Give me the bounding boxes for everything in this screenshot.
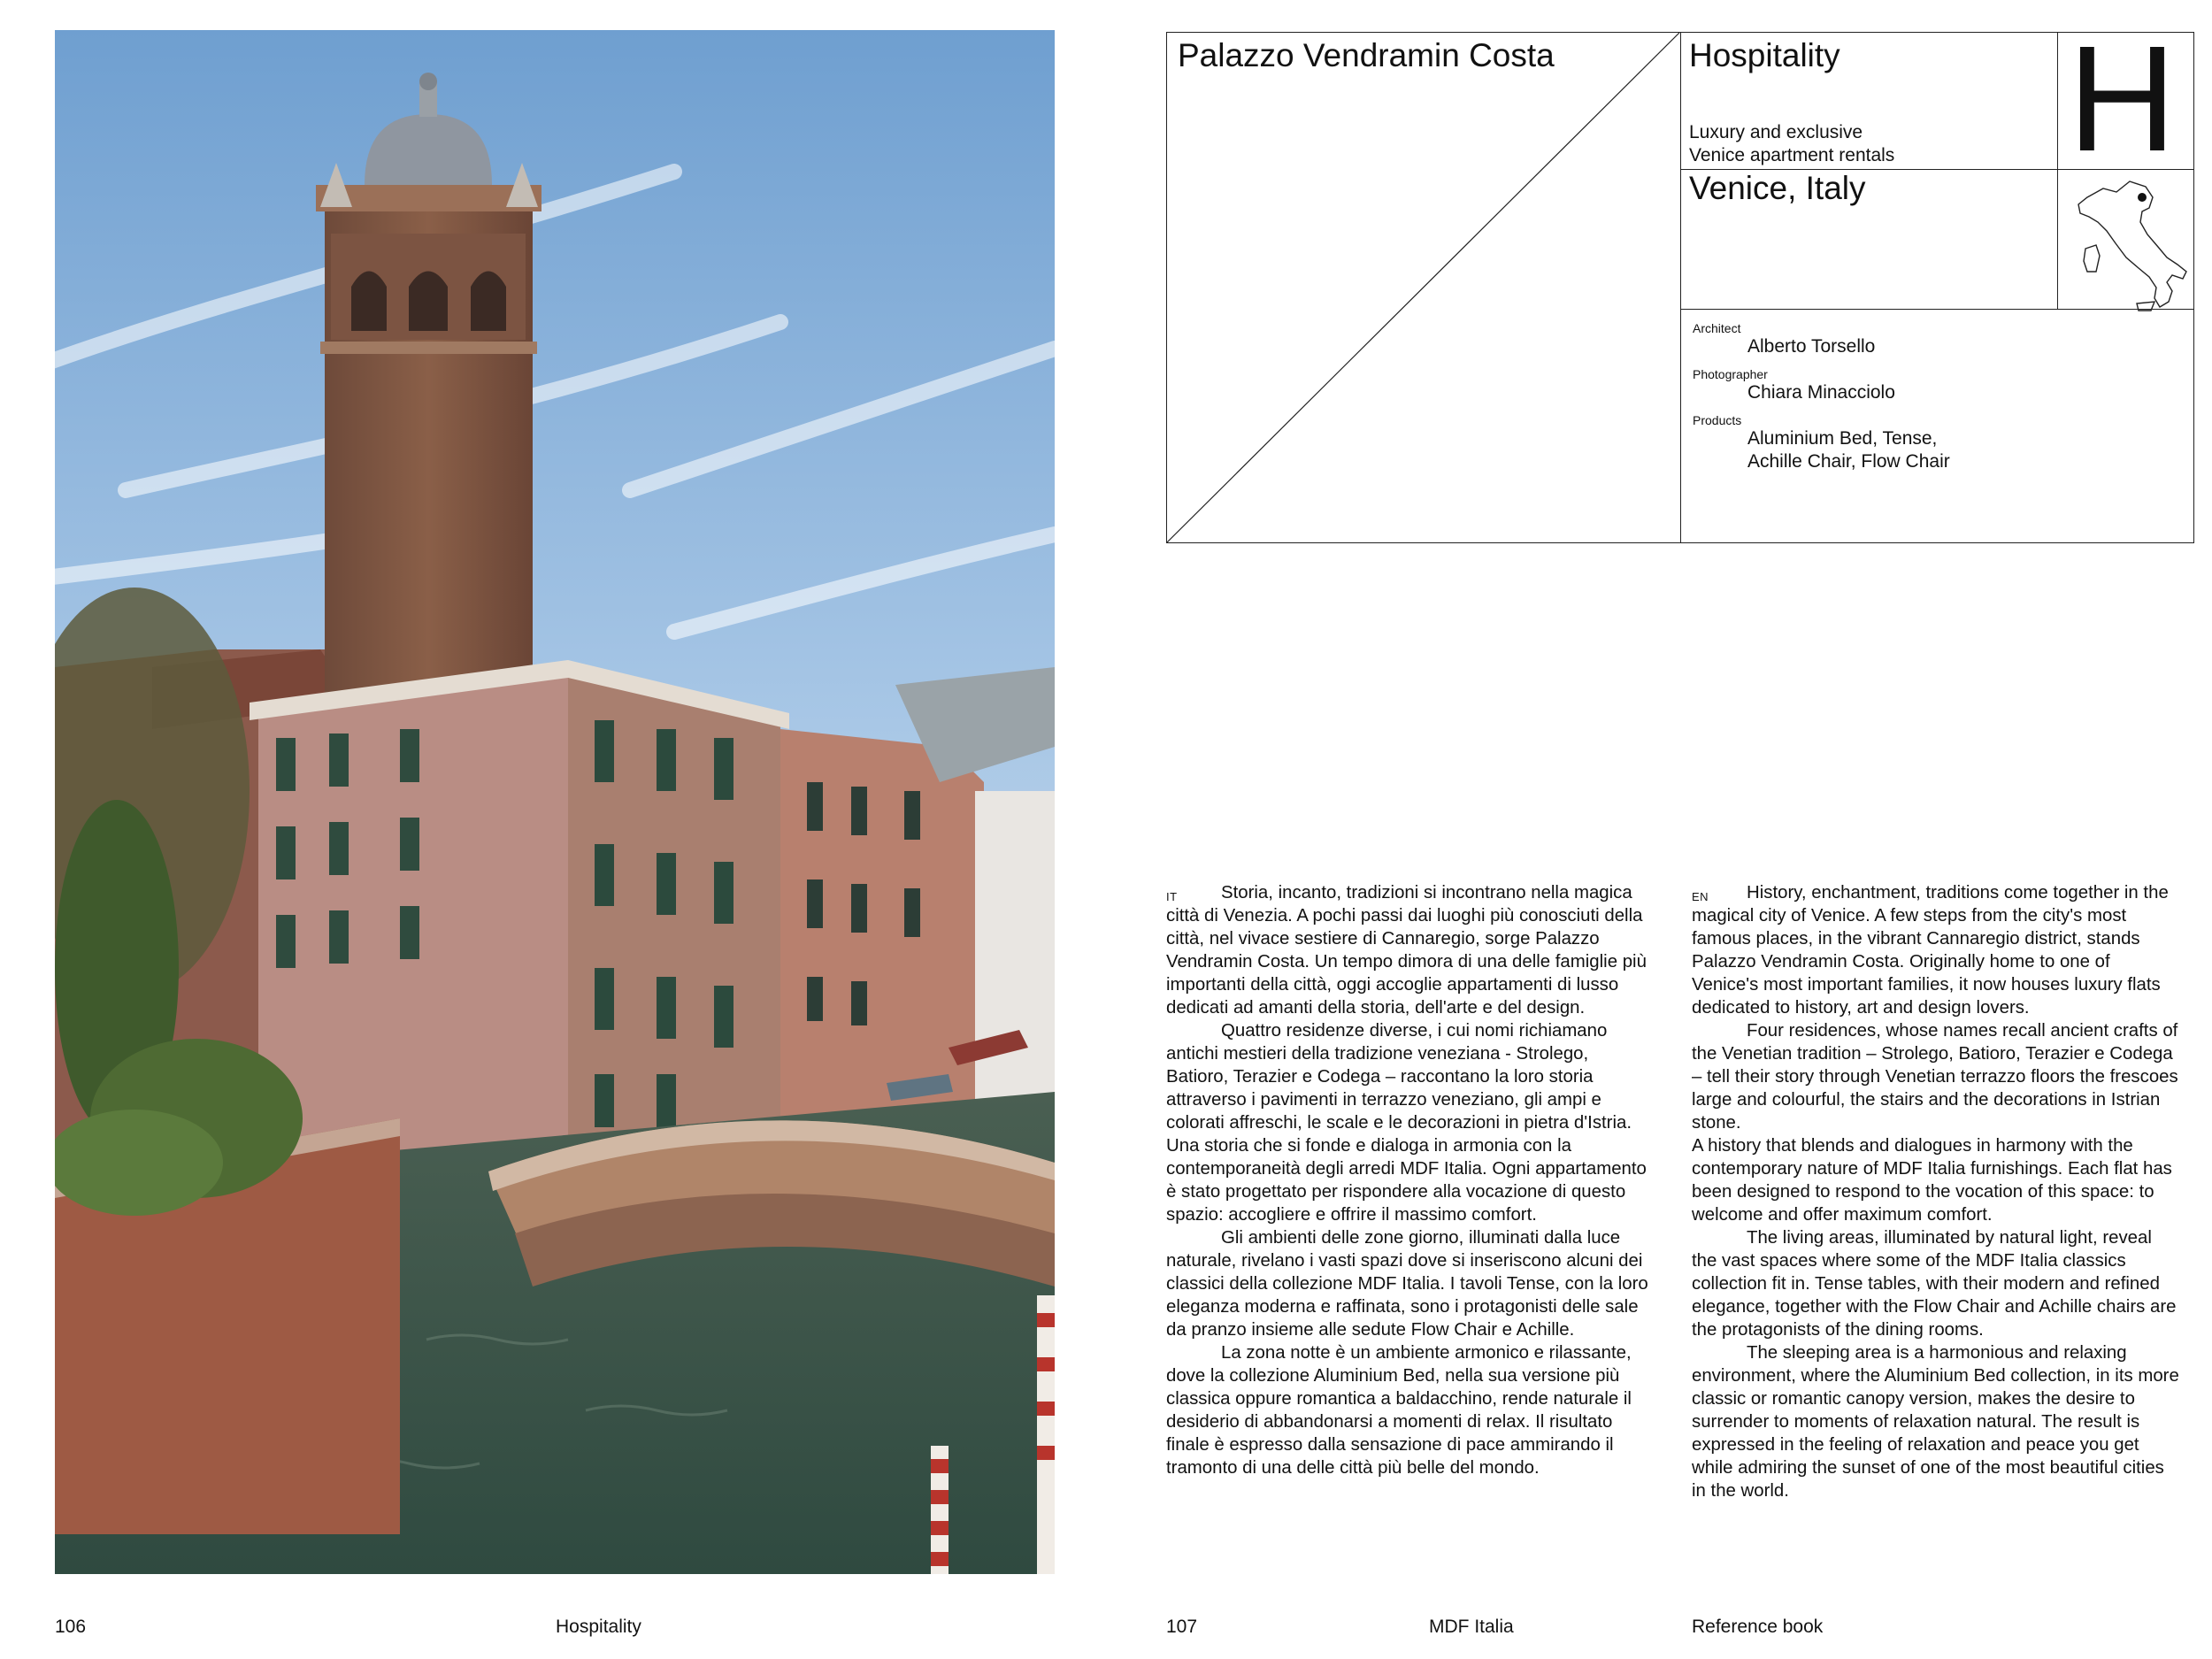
section-label: Hospitality [556, 1617, 641, 1637]
project-title: Palazzo Vendramin Costa [1178, 37, 1555, 73]
italy-map-icon [2068, 173, 2192, 312]
tagline [1689, 121, 1894, 167]
italian-text-column [1166, 881, 1655, 1479]
tagline-line-1: Luxury and exclusive [1689, 122, 1863, 142]
publication-label: Reference book [1692, 1617, 1824, 1637]
category-title: Hospitality [1689, 37, 1840, 73]
products-line-1: Aluminium Bed, Tense, [1747, 428, 1938, 449]
category-letter: H [2068, 15, 2177, 183]
it-paragraph-4: La zona notte è un ambiente armonico e rilassante, dove la collezione Aluminium Bed, nella sua versione più classica oppure romantica a baldacchino, rende naturale il desiderio di abbandonarsi a momenti di relax. Il risultato finale è espresso dalla sensazione di pace ammirando il tramonto di una delle città più belle del mondo. [1166, 1343, 1632, 1478]
en-paragraph-1: History, enchantment, traditions come together in the magical city of Venice. A few steps from the city's most famous places, in the vibrant Cannaregio district, stands Palazzo Vendramin Costa. Originally home to one of Venice's most important families, it now houses luxury flats dedicated to history, art and design lovers. [1692, 883, 2169, 1018]
it-paragraph-1: Storia, incanto, tradizioni si incontrano nella magica città di Venezia. A pochi passi dai luoghi più conosciuti della città, nel vivace sestiere di Cannaregio, sorge Palazzo Vendramin Costa. Un tempo dimora di una delle famiglie più importanti della città, oggi accoglie appartamenti di lusso dedicati ad amanti della storia, dell'arte e del design. [1166, 883, 1647, 1018]
page-number-left: 106 [55, 1617, 87, 1637]
venice-canal-bell-tower-photo [55, 30, 1055, 1574]
architect-label: Architect [1693, 321, 1741, 335]
it-paragraph-3: Gli ambienti delle zone giorno, illuminati dalla luce naturale, rivelano i vasti spazi dove si inseriscono alcuni dei classici della collezione MDF Italia. I tavoli Tense, con la loro eleganza moderna e raffinata, sono i protagonisti delle sale da pranzo insieme alle sedute Flow Chair e Achille. [1166, 1228, 1648, 1340]
architect-name: Alberto Torsello [1747, 336, 1876, 357]
location: Venice, Italy [1689, 170, 1866, 206]
divider-vertical-2 [2057, 33, 2058, 309]
project-info-box [1166, 15, 2194, 543]
en-paragraph-2: Four residences, whose names recall ancient crafts of the Venetian tradition – Strolego, Batioro, Terazier e Codega – tell their story through Venetian terrazzo floors the frescoes large and colourful, the stairs and the decorations in Istrian stone. [1692, 1021, 2178, 1133]
en-paragraph-4: The living areas, illuminated by natural light, reveal the vast spaces where some of the MDF Italia classics collection fit in. Tense tables, with their modern and refined elegance, together with the Flow Chair and Achille chairs are the protagonists of the dining rooms. [1692, 1228, 2177, 1340]
en-paragraph-3: A history that blends and dialogues in harmony with the contemporary nature of MDF Italia furnishings. Each flat has been designed to respond to the vocation of this space: to welcome and offer maximum comfort. [1692, 1136, 2172, 1225]
photographer-name: Chiara Minacciolo [1747, 382, 1895, 403]
language-tag-en: EN [1692, 890, 1709, 903]
products-label: Products [1693, 413, 1742, 427]
english-text-column [1692, 881, 2180, 1502]
tagline-line-2: Venice apartment rentals [1689, 145, 1895, 165]
language-tag-it: IT [1166, 890, 1178, 903]
diagonal-line [1167, 33, 1680, 544]
divider-vertical-1 [1680, 33, 1681, 542]
products-line-2: Achille Chair, Flow Chair [1747, 451, 1950, 472]
brand-label: MDF Italia [1429, 1617, 1514, 1637]
en-paragraph-5: The sleeping area is a harmonious and relaxing environment, where the Aluminium Bed collection, in its more classic or romantic canopy version, makes the desire to surrender to moments of relaxation natural. The result is expressed in the feeling of relaxation and peace you get while admiring the sunset of one of the most beautiful cities in the world. [1692, 1343, 2179, 1501]
it-paragraph-2: Quattro residenze diverse, i cui nomi richiamano antichi mestieri della tradizione veneziana - Strolego, Batioro, Terazier e Codega – raccontano la loro storia attraverso i pavimenti in terrazzo veneziano, gli ampi e colorati affreschi, le scale e le decorazioni in pietra d'Istria. Una storia che si fonde e dialoga in armonia con la contemporaneità degli arredi MDF Italia. Ogni appartamento è stato progettato per rispondere alla vocazione di questo spazio: accogliere e offrire il massimo comfort. [1166, 1021, 1647, 1225]
photographer-label: Photographer [1693, 367, 1768, 381]
page-number-right: 107 [1166, 1617, 1198, 1637]
